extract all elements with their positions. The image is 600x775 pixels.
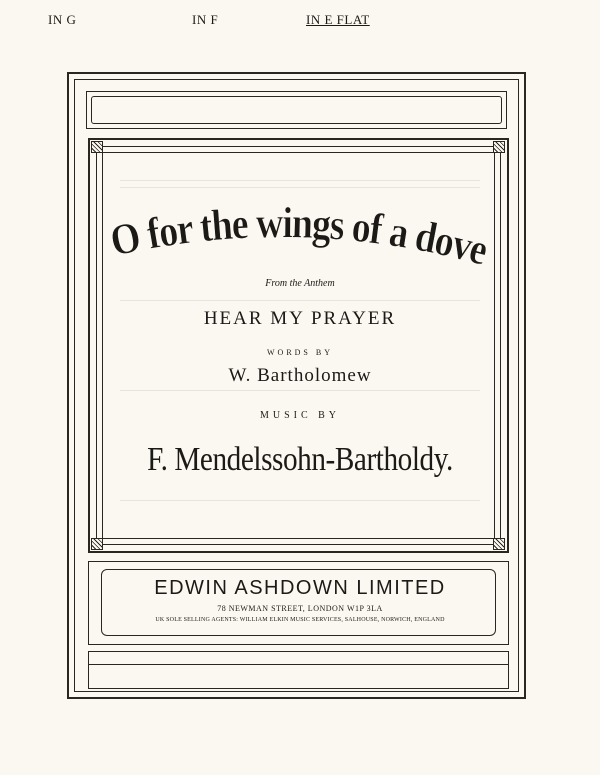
key-e-flat-label: IN E FLAT [306,12,370,27]
svg-text:O for the wings of a dove [106,198,493,275]
corner-ornament-bottom-right [493,538,505,550]
ghost-staff-line [120,500,480,501]
song-title-text: O for the wings of a dove [106,198,495,276]
from-the-anthem-label: From the Anthem [265,278,335,289]
ghost-staff-line [120,180,480,181]
publisher-address: 78 NEWMAN STREET, LONDON W1P 3LA [217,604,383,613]
key-g-label: IN G [48,12,77,27]
corner-ornament-top-left [91,141,103,153]
music-by-label: MUSIC BY [259,410,341,421]
ghost-staff-line [120,390,480,391]
ghost-staff-line [120,187,480,188]
bottom-strip [88,651,509,689]
corner-ornament-top-right [493,141,505,153]
corner-ornament-bottom-left [91,538,103,550]
key-f-label: IN F [192,12,219,27]
publisher-name: EDWIN ASHDOWN LIMITED [154,577,446,599]
song-title [100,196,500,288]
words-by-label: WORDS BY [266,348,333,357]
composer-name: F. Mendelssohn-Bartholdy. [147,441,453,478]
ghost-staff-line [120,300,480,301]
anthem-title: HEAR MY PRAYER [203,308,397,329]
selling-agents-line: UK SOLE SELLING AGENTS: WILLIAM ELKIN MUSIC SERVICES, SALHOUSE, NORWICH, ENGLAND [155,617,445,623]
lyricist-name: W. Bartholomew [228,365,372,386]
key-strip [86,91,507,129]
